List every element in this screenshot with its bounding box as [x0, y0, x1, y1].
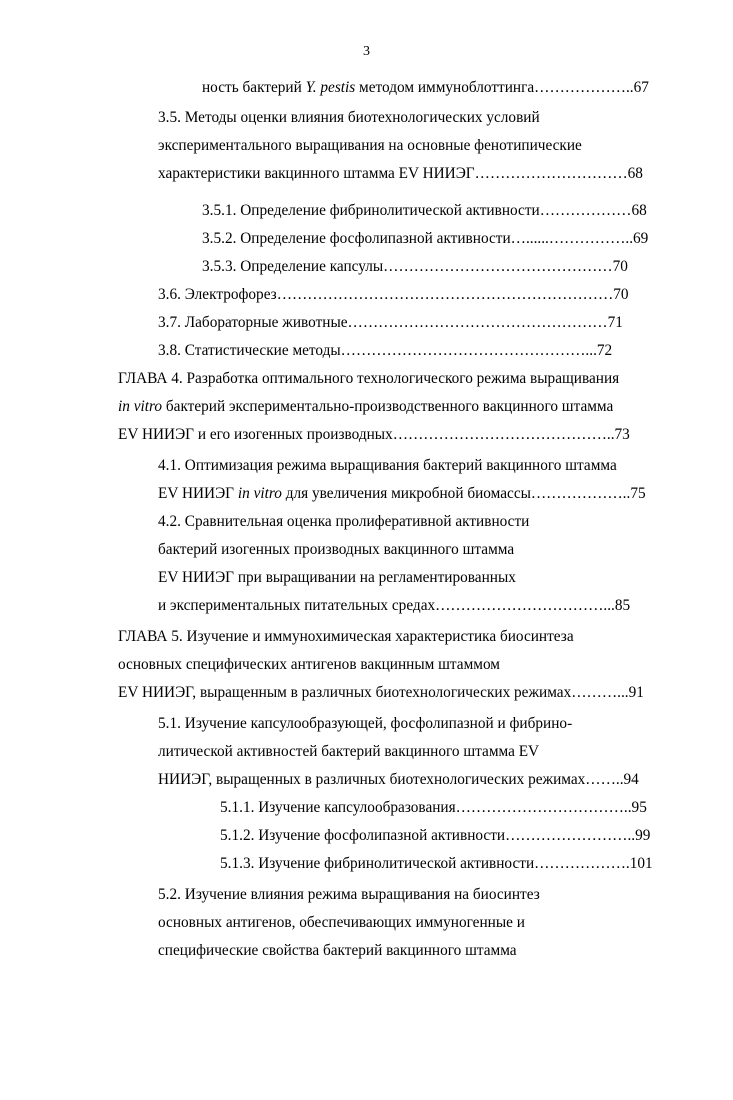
toc-line: ность бактерий Y. pestis методом иммуноблоттинга………………..67: [202, 79, 649, 96]
toc-line: 5.1. Изучение капсулообразующей, фосфолипазной и фибрино-: [158, 715, 573, 732]
toc-line: EV НИИЭГ и его изогенных производных……………………………………..73: [118, 426, 630, 443]
toc-line: 5.1.2. Изучение фосфолипазной активности……………………..99: [220, 827, 651, 844]
toc-line: 3.8. Статистические методы…………………………………………...72: [158, 342, 613, 359]
toc-line: 3.5. Методы оценки влияния биотехнологических условий: [158, 109, 540, 126]
page-number: 3: [363, 44, 370, 59]
toc-line: 4.1. Оптимизация режима выращивания бактерий вакцинного штамма: [158, 457, 617, 474]
toc-line: EV НИИЭГ, выращенным в различных биотехнологических режимах………...91: [118, 684, 644, 701]
toc-line: НИИЭГ, выращенных в различных биотехнологических режимах……..94: [158, 771, 639, 788]
toc-line: 5.1.3. Изучение фибринолитической активности……………….101: [220, 855, 653, 872]
chapter-heading: ГЛАВА 4. Разработка оптимального технологического режима выращивания: [118, 370, 620, 387]
toc-line: in vitro бактерий экспериментально-производственного вакцинного штамма: [118, 398, 614, 415]
chapter-heading: ГЛАВА 5. Изучение и иммунохимическая характеристика биосинтеза: [118, 628, 574, 645]
toc-line: 3.5.1. Определение фибринолитической активности………………68: [202, 202, 647, 219]
toc-line: и экспериментальных питательных средах……………………………...85: [158, 597, 631, 614]
toc-line: литической активностей бактерий вакцинного штамма EV: [158, 743, 540, 760]
toc-line: EV НИИЭГ in vitro для увеличения микробной биомассы………………..75: [158, 485, 646, 502]
toc-line: бактерий изогенных производных вакцинного штамма: [158, 541, 515, 558]
toc-line: 3.6. Электрофорез…………………………………………………………70: [158, 286, 629, 303]
toc-line: основных специфических антигенов вакцинным штаммом: [118, 656, 500, 673]
toc-line: EV НИИЭГ при выращивании на регламентированных: [158, 569, 516, 586]
toc-line: характеристики вакцинного штамма EV НИИЭГ…………………………68: [158, 165, 643, 182]
toc-line: 5.2. Изучение влияния режима выращивания на биосинтез: [158, 886, 540, 903]
toc-line: 3.5.2. Определение фосфолипазной активности…......……………..69: [202, 230, 649, 247]
toc-line: 3.7. Лабораторные животные……………………………………………71: [158, 314, 623, 331]
toc-line: 5.1.1. Изучение капсулообразования……………………………..95: [220, 799, 647, 816]
toc-line: 3.5.3. Определение капсулы………………………………………70: [202, 258, 628, 275]
toc-line: основных антигенов, обеспечивающих иммуногенные и: [158, 914, 525, 931]
toc-line: специфические свойства бактерий вакцинного штамма: [158, 942, 517, 959]
toc-line: 4.2. Сравнительная оценка пролиферативной активности: [158, 513, 530, 530]
toc-line: экспериментального выращивания на основные фенотипические: [158, 137, 582, 154]
